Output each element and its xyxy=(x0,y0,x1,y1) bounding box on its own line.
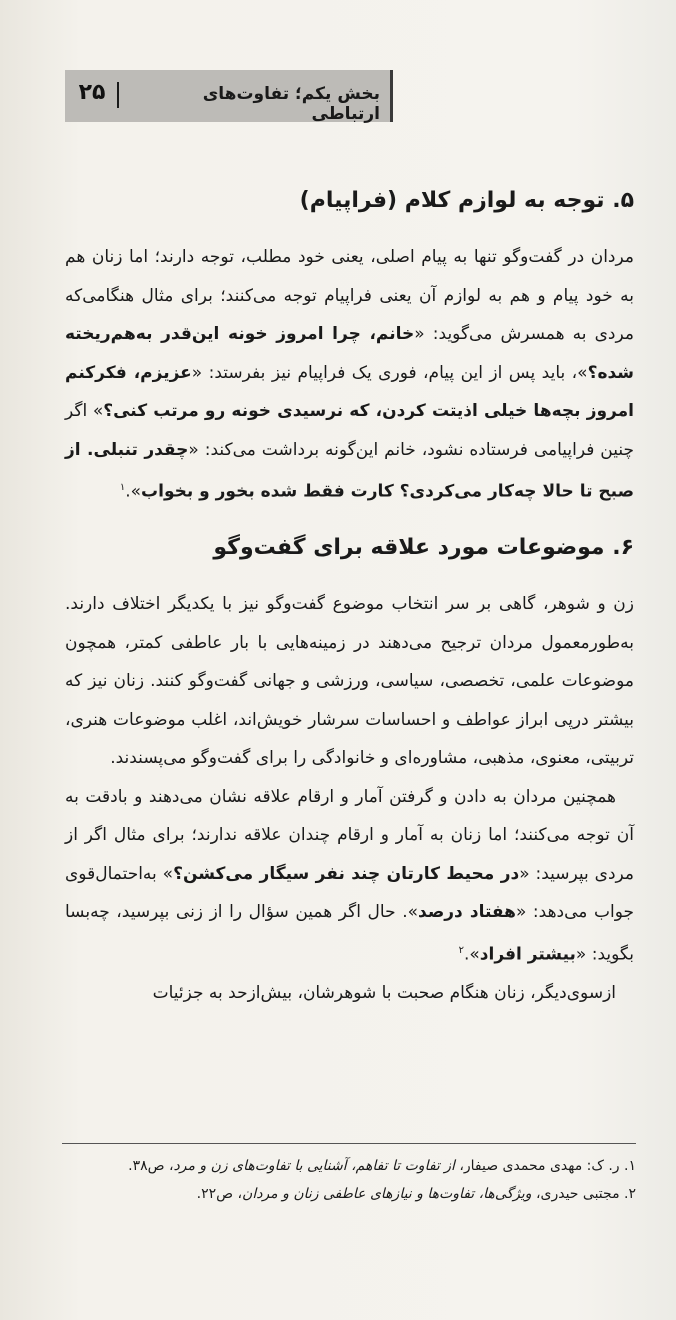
text-run: ». حال اگر همین سؤال را از زنی بپرسید، چه‌بسا بگوید: « xyxy=(65,902,634,965)
text-run: » به‌احتمال‌قوی جواب می‌دهد: « xyxy=(65,863,634,923)
text-run: »، باید پس از این پیام، فوری یک فراپیام نیز بفرستد: « xyxy=(191,362,588,383)
footnotes xyxy=(62,1152,636,1208)
text-run: مردان در گفت‌وگو تنها به پیام اصلی، یعنی خود مطلب، توجه دارند؛ اما زنان هم به خود پیام و هم به لوازم آن یعنی فراپیام توجه می‌کنند؛ برای مثال هنگامی‌که مردی به همسرش می‌گوید: « xyxy=(65,247,634,344)
text-run: همچنین مردان به دادن و گرفتن آمار و ارقام علاقه نشان می‌دهند و بادقت به آن توجه می‌کنند؛ اما زنان به آمار و ارقام چندان علاقه ندارند؛ برای مثال اگر از مردی بپرسید: « xyxy=(65,786,635,884)
header-divider xyxy=(117,82,119,108)
footnote-2 xyxy=(62,1180,636,1208)
section-5-paragraph xyxy=(65,238,634,511)
footnote-book-title: از تفاوت تا تفاهم، آشنایی با تفاوت‌های زن و مرد xyxy=(173,1158,455,1174)
footnote-book-title: ویژگی‌ها، تفاوت‌ها و نیازهای عاطفی زنان و مردان xyxy=(242,1186,532,1202)
text-run: ». xyxy=(463,944,480,965)
quote-bold: خانم، چرا امروز خونه این‌قدر به‌هم‌ریخته شده؟ xyxy=(65,324,635,383)
section-6-title: ۶. موضوعات مورد علاقه برای گفت‌وگو xyxy=(213,535,634,561)
footnote-text: ، ص۳۸. xyxy=(128,1158,174,1174)
footnote-1 xyxy=(62,1152,636,1180)
footnote-marker-1[interactable]: ۱ xyxy=(119,482,126,493)
quote-bold: بیشتر افراد xyxy=(479,944,576,965)
text-run: » اگر چنین فراپیامی فرستاده نشود، خانم این‌گونه برداشت می‌کند: « xyxy=(65,401,634,460)
section-6-paragraph-1: زن و شوهر، گاهی بر سر انتخاب موضوع گفت‌وگو نیز با یکدیگر اختلاف دارند. به‌طورمعمول مردان ترجیح می‌دهند در زمینه‌هایی با بار عاطفی کمتر، همچون موضوعات علمی، تخصصی، سیاسی، ورزشی و جهانی گفت‌وگو کنند. زنان نیز که بیشتر درپی ابراز عواطف و احساسات سرشار خویش‌اند، اغلب موضوعات هنری، تربیتی، معنوی، مذهبی، مشاوره‌ای و خانوادگی را برای گفت‌وگو می‌پسندند. xyxy=(65,594,634,769)
footnote-marker-2[interactable]: ۲ xyxy=(458,944,464,956)
section-5-title: ۵. توجه به لوازم کلام (فراپیام) xyxy=(299,188,634,213)
footnote-divider xyxy=(62,1143,636,1144)
running-header-title: بخش یکم؛ تفاوت‌های ارتباطی xyxy=(202,84,380,124)
page-number: ۲۵ xyxy=(78,80,106,105)
quote-bold: هفتاد درصد xyxy=(418,902,516,923)
section-6-paragraph-3: ازسوی‌دیگر، زنان هنگام صحبت با شوهرشان، بیش‌ازحد به جزئیات xyxy=(152,982,616,1003)
page-body xyxy=(65,178,634,1012)
quote-bold: در محیط کارتان چند نفر سیگار می‌کشن؟ xyxy=(173,863,520,884)
quote-bold: عزیزم، فکرکنم امروز بچه‌ها خیلی اذیتت کردن، که نرسیدی خونه رو مرتب کنی؟ xyxy=(65,362,634,421)
section-6-paragraph-2 xyxy=(65,778,634,974)
quote-bold: چقدر تنبلی. از صبح تا حالا چه‌کار می‌کردی؟ کارت فقط شده بخور و بخواب xyxy=(65,439,634,502)
text-run: ». xyxy=(125,481,142,502)
footnote-text: ، ص۲۲. xyxy=(196,1186,243,1202)
footnote-text: ۱. ر. ک: مهدی محمدی صیفار، xyxy=(454,1158,636,1174)
footnote-text: ۲. مجتبی حیدری، xyxy=(531,1186,636,1202)
